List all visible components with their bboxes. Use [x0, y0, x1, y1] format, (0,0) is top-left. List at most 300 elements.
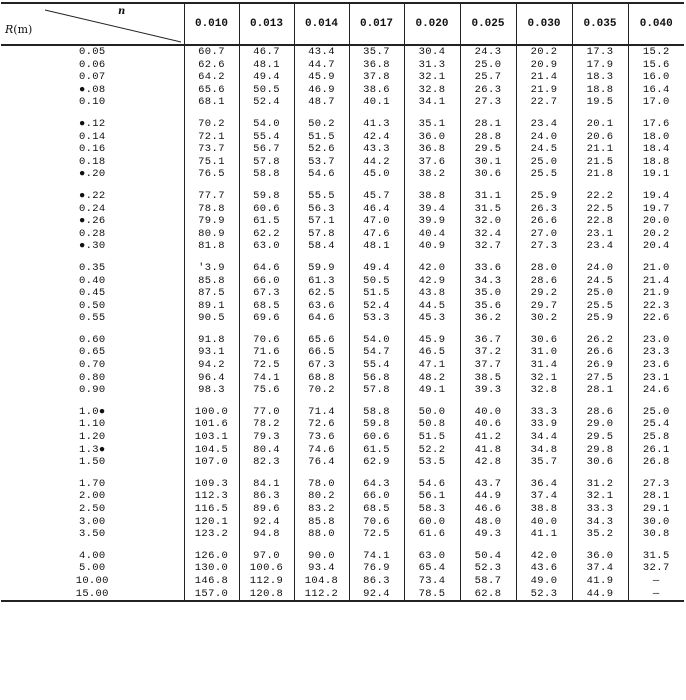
value-cell: 25.5: [516, 168, 572, 190]
value-cell: 86.3: [239, 490, 294, 503]
value-cell: 48.7: [294, 96, 349, 118]
value-cell: 42.8: [460, 456, 516, 478]
value-cell: 30.6: [516, 334, 572, 347]
value-cell: 56.7: [239, 143, 294, 156]
value-cell: 52.6: [294, 143, 349, 156]
table-row: [1, 503, 684, 516]
value-cell: 109.3: [184, 478, 239, 491]
value-cell: 42.0: [404, 262, 460, 275]
value-cell: 72.6: [294, 418, 349, 431]
value-cell: 22.5: [572, 203, 628, 216]
value-cell: 57.8: [239, 156, 294, 169]
radius-cell: 0.80: [79, 371, 106, 384]
table-row: [1, 275, 684, 288]
value-cell: 50.8: [404, 418, 460, 431]
table-row: [1, 418, 684, 431]
value-cell: 18.0: [628, 131, 684, 144]
value-cell: 66.5: [294, 346, 349, 359]
value-cell: 22.7: [516, 96, 572, 118]
value-cell: 68.8: [294, 372, 349, 385]
value-cell: 59.9: [294, 262, 349, 275]
value-cell: 52.4: [349, 300, 404, 313]
value-cell: 82.3: [239, 456, 294, 478]
value-cell: 49.1: [404, 384, 460, 406]
value-cell: 39.9: [404, 215, 460, 228]
value-cell: 61.3: [294, 275, 349, 288]
table-row: [1, 346, 684, 359]
value-cell: 61.6: [404, 528, 460, 550]
value-cell: 116.5: [184, 503, 239, 516]
value-cell: 24.3: [460, 45, 516, 59]
value-cell: 62.9: [349, 456, 404, 478]
value-cell: 27.5: [572, 372, 628, 385]
value-cell: 31.4: [516, 359, 572, 372]
value-cell: 26.3: [516, 203, 572, 216]
value-cell: 44.5: [404, 300, 460, 313]
table-row: [1, 96, 684, 118]
value-cell: 146.8: [184, 575, 239, 588]
table-row: [1, 45, 684, 59]
value-cell: 17.6: [628, 118, 684, 131]
value-cell: 74.6: [294, 444, 349, 457]
value-cell: 25.8: [628, 431, 684, 444]
value-cell: 40.1: [349, 96, 404, 118]
value-cell: 43.3: [349, 143, 404, 156]
table-row: [1, 228, 684, 241]
value-cell: 87.5: [184, 287, 239, 300]
value-cell: 56.1: [404, 490, 460, 503]
value-cell: 26.6: [572, 346, 628, 359]
value-cell: 17.3: [572, 45, 628, 59]
value-cell: 30.1: [460, 156, 516, 169]
header-row: [1, 3, 684, 45]
value-cell: 28.1: [572, 384, 628, 406]
value-cell: 17.0: [628, 96, 684, 118]
value-cell: 86.3: [349, 575, 404, 588]
value-cell: 21.5: [572, 156, 628, 169]
value-cell: 21.9: [628, 287, 684, 300]
value-cell: 57.1: [294, 215, 349, 228]
value-cell: 39.3: [460, 384, 516, 406]
value-cell: 58.8: [349, 406, 404, 419]
value-cell: 28.6: [572, 406, 628, 419]
value-cell: 75.6: [239, 384, 294, 406]
value-cell: 60.6: [239, 203, 294, 216]
value-cell: 78.5: [404, 588, 460, 602]
value-cell: 26.8: [628, 456, 684, 478]
value-cell: 48.0: [460, 516, 516, 529]
value-cell: 25.5: [572, 300, 628, 313]
value-cell: 34.1: [404, 96, 460, 118]
column-header: 0.020: [404, 3, 460, 45]
table-row: [1, 312, 684, 334]
value-cell: 54.0: [349, 334, 404, 347]
value-cell: 65.6: [184, 84, 239, 97]
value-cell: 52.4: [239, 96, 294, 118]
value-cell: 81.8: [184, 240, 239, 262]
value-cell: 49.4: [239, 71, 294, 84]
value-cell: 39.4: [404, 203, 460, 216]
value-cell: 68.5: [239, 300, 294, 313]
value-cell: 44.7: [294, 59, 349, 72]
table-row: [1, 190, 684, 203]
value-cell: 25.0: [516, 156, 572, 169]
value-cell: 27.3: [516, 240, 572, 262]
value-cell: 25.9: [516, 190, 572, 203]
value-cell: 15.6: [628, 59, 684, 72]
table-row: [1, 359, 684, 372]
value-cell: 62.5: [294, 287, 349, 300]
value-cell: 20.2: [516, 45, 572, 59]
value-cell: 19.7: [628, 203, 684, 216]
value-cell: 61.5: [349, 444, 404, 457]
radius-cell: 1.10: [79, 418, 106, 431]
value-cell: 73.6: [294, 431, 349, 444]
value-cell: 44.2: [349, 156, 404, 169]
value-cell: 103.1: [184, 431, 239, 444]
radius-cell: 0.05: [79, 46, 106, 58]
value-cell: 130.0: [184, 562, 239, 575]
value-cell: 85.8: [294, 516, 349, 529]
value-cell: 26.9: [572, 359, 628, 372]
value-cell: 45.3: [404, 312, 460, 334]
value-cell: 35.7: [516, 456, 572, 478]
value-cell: 33.9: [516, 418, 572, 431]
value-cell: 90.5: [184, 312, 239, 334]
value-cell: 28.6: [516, 275, 572, 288]
value-cell: 36.2: [460, 312, 516, 334]
table-row: [1, 575, 684, 588]
value-cell: 31.5: [460, 203, 516, 216]
value-cell: 31.0: [516, 346, 572, 359]
radius-cell: ●.20: [79, 168, 106, 181]
value-cell: 63.6: [294, 300, 349, 313]
value-cell: 38.8: [404, 190, 460, 203]
value-cell: 44.9: [572, 588, 628, 602]
value-cell: 25.9: [572, 312, 628, 334]
value-cell: 47.6: [349, 228, 404, 241]
value-cell: 32.1: [572, 490, 628, 503]
radius-cell: 0.65: [79, 346, 106, 359]
value-cell: 35.0: [460, 287, 516, 300]
value-cell: 20.4: [628, 240, 684, 262]
value-cell: 43.4: [294, 45, 349, 59]
radius-cell: 0.60: [79, 333, 106, 346]
value-cell: 25.4: [628, 418, 684, 431]
value-cell: 23.3: [628, 346, 684, 359]
table-row: [1, 550, 684, 563]
value-cell: 36.4: [516, 478, 572, 491]
radius-cell: 0.90: [79, 384, 106, 397]
value-cell: 46.7: [239, 45, 294, 59]
value-cell: 32.8: [516, 384, 572, 406]
value-cell: 53.5: [404, 456, 460, 478]
table-row: [1, 59, 684, 72]
value-cell: 46.4: [349, 203, 404, 216]
value-cell: 32.8: [404, 84, 460, 97]
value-cell: 48.1: [349, 240, 404, 262]
value-cell: 23.6: [628, 359, 684, 372]
value-cell: 101.6: [184, 418, 239, 431]
value-cell: 73.7: [184, 143, 239, 156]
value-cell: 78.8: [184, 203, 239, 216]
value-cell: 24.6: [628, 384, 684, 406]
value-cell: 40.9: [404, 240, 460, 262]
value-cell: 26.1: [628, 444, 684, 457]
radius-cell: 0.35: [79, 261, 106, 274]
value-cell: 100.0: [184, 406, 239, 419]
value-cell: 15.2: [628, 45, 684, 59]
value-cell: 51.5: [294, 131, 349, 144]
table-row: [1, 431, 684, 444]
value-cell: 36.0: [404, 131, 460, 144]
value-cell: 34.8: [516, 444, 572, 457]
value-cell: 70.2: [294, 384, 349, 406]
value-cell: —: [628, 575, 684, 588]
table-row: [1, 143, 684, 156]
value-cell: 77.7: [184, 190, 239, 203]
value-cell: 92.4: [239, 516, 294, 529]
value-cell: —: [628, 588, 684, 602]
radius-cell: 2.50: [79, 503, 106, 515]
value-cell: 21.8: [572, 168, 628, 190]
table-row: [1, 372, 684, 385]
table-row: [1, 384, 684, 406]
value-cell: 18.8: [572, 84, 628, 97]
value-cell: 23.4: [572, 240, 628, 262]
table-row: [1, 240, 684, 262]
value-cell: 27.3: [628, 478, 684, 491]
value-cell: 27.3: [460, 96, 516, 118]
value-cell: 112.9: [239, 575, 294, 588]
value-cell: 29.0: [572, 418, 628, 431]
value-cell: 21.0: [628, 262, 684, 275]
value-cell: 25.0: [628, 406, 684, 419]
value-cell: 47.0: [349, 215, 404, 228]
table-row: [1, 215, 684, 228]
value-cell: 32.0: [460, 215, 516, 228]
value-cell: 34.3: [572, 516, 628, 529]
radius-cell: 1.70: [79, 477, 106, 490]
value-cell: 46.5: [404, 346, 460, 359]
value-cell: 41.9: [572, 575, 628, 588]
value-cell: 72.5: [349, 528, 404, 550]
value-cell: 53.7: [294, 156, 349, 169]
value-cell: 34.3: [460, 275, 516, 288]
value-cell: 73.4: [404, 575, 460, 588]
value-cell: 52.3: [516, 588, 572, 602]
value-cell: 62.8: [460, 588, 516, 602]
table-row: [1, 71, 684, 84]
value-cell: 46.6: [460, 503, 516, 516]
table-row: [1, 84, 684, 97]
value-cell: 32.4: [460, 228, 516, 241]
value-cell: 22.2: [572, 190, 628, 203]
value-cell: 57.8: [349, 384, 404, 406]
value-cell: 79.3: [239, 431, 294, 444]
value-cell: 22.6: [628, 312, 684, 334]
value-cell: '3.9: [184, 262, 239, 275]
value-cell: 30.0: [628, 516, 684, 529]
radius-cell: 0.40: [79, 274, 106, 287]
value-cell: 42.9: [404, 275, 460, 288]
value-cell: 88.0: [294, 528, 349, 550]
value-cell: 30.8: [628, 528, 684, 550]
value-cell: 18.3: [572, 71, 628, 84]
value-cell: 94.2: [184, 359, 239, 372]
value-cell: 32.7: [460, 240, 516, 262]
value-cell: 123.2: [184, 528, 239, 550]
value-cell: 58.4: [294, 240, 349, 262]
value-cell: 54.7: [349, 346, 404, 359]
value-cell: 40.4: [404, 228, 460, 241]
value-cell: 157.0: [184, 588, 239, 602]
value-cell: 45.7: [349, 190, 404, 203]
value-cell: 79.9: [184, 215, 239, 228]
value-cell: 59.8: [239, 190, 294, 203]
value-cell: 63.0: [239, 240, 294, 262]
value-cell: 120.1: [184, 516, 239, 529]
value-cell: 45.0: [349, 168, 404, 190]
value-cell: 35.1: [404, 118, 460, 131]
value-cell: 78.0: [294, 478, 349, 491]
value-cell: 80.9: [184, 228, 239, 241]
table-row: [1, 262, 684, 275]
radius-cell: 1.50: [79, 456, 106, 469]
value-cell: 52.3: [460, 562, 516, 575]
radius-cell: 1.20: [79, 431, 106, 444]
value-cell: 38.5: [460, 372, 516, 385]
value-cell: 62.2: [239, 228, 294, 241]
value-cell: 76.9: [349, 562, 404, 575]
radius-cell: 0.50: [79, 299, 106, 312]
value-cell: 28.0: [516, 262, 572, 275]
value-cell: 20.6: [572, 131, 628, 144]
value-cell: 34.4: [516, 431, 572, 444]
value-cell: 35.2: [572, 528, 628, 550]
value-cell: 49.0: [516, 575, 572, 588]
table-row: [1, 168, 684, 190]
value-cell: 29.5: [572, 431, 628, 444]
radius-cell: 2.00: [79, 490, 106, 503]
value-cell: 43.7: [460, 478, 516, 491]
value-cell: 58.7: [460, 575, 516, 588]
value-cell: 51.5: [404, 431, 460, 444]
table-row: [1, 562, 684, 575]
radius-cell: 5.00: [79, 562, 106, 575]
value-cell: 33.6: [460, 262, 516, 275]
value-cell: 50.4: [460, 550, 516, 563]
value-cell: 22.8: [572, 215, 628, 228]
value-cell: 96.4: [184, 372, 239, 385]
value-cell: 91.8: [184, 334, 239, 347]
radius-cell: 0.10: [79, 96, 106, 109]
value-cell: 18.4: [628, 143, 684, 156]
value-cell: 70.2: [184, 118, 239, 131]
value-cell: 67.3: [294, 359, 349, 372]
radius-cell: ●.08: [79, 83, 106, 96]
value-cell: 29.1: [628, 503, 684, 516]
value-cell: 67.3: [239, 287, 294, 300]
value-cell: 45.9: [294, 71, 349, 84]
value-cell: 68.1: [184, 96, 239, 118]
value-cell: 23.1: [628, 372, 684, 385]
value-cell: 49.4: [349, 262, 404, 275]
value-cell: 74.1: [239, 372, 294, 385]
value-cell: 24.5: [572, 275, 628, 288]
value-cell: 29.5: [460, 143, 516, 156]
radius-cell: 1.3●: [79, 443, 106, 456]
value-cell: 20.0: [628, 215, 684, 228]
value-cell: 54.0: [239, 118, 294, 131]
value-cell: 30.6: [572, 456, 628, 478]
value-cell: 50.5: [349, 275, 404, 288]
value-cell: 71.4: [294, 406, 349, 419]
value-cell: 64.6: [239, 262, 294, 275]
value-cell: 31.2: [572, 478, 628, 491]
value-cell: 29.8: [572, 444, 628, 457]
value-cell: 66.0: [349, 490, 404, 503]
value-cell: 45.9: [404, 334, 460, 347]
value-cell: 21.4: [628, 275, 684, 288]
value-cell: 37.8: [349, 71, 404, 84]
value-cell: 71.6: [239, 346, 294, 359]
radius-cell: ●.30: [79, 240, 106, 253]
table-row: [1, 203, 684, 216]
value-cell: 27.0: [516, 228, 572, 241]
radius-cell: 1.0●: [79, 405, 106, 418]
value-cell: 56.3: [294, 203, 349, 216]
value-cell: 63.0: [404, 550, 460, 563]
table-row: [1, 444, 684, 457]
radius-cell: 0.24: [79, 202, 106, 215]
value-cell: 70.6: [239, 334, 294, 347]
value-cell: 100.6: [239, 562, 294, 575]
value-cell: 72.5: [239, 359, 294, 372]
table-row: [1, 528, 684, 550]
column-axis-label: n: [118, 6, 126, 17]
value-cell: 21.9: [516, 84, 572, 97]
value-cell: 42.0: [516, 550, 572, 563]
value-cell: 48.1: [239, 59, 294, 72]
table-row: [1, 287, 684, 300]
value-cell: 33.3: [516, 406, 572, 419]
row-axis-label: R(m): [5, 23, 33, 36]
value-cell: 19.1: [628, 168, 684, 190]
value-cell: 54.6: [294, 168, 349, 190]
value-cell: 56.8: [349, 372, 404, 385]
value-cell: 75.1: [184, 156, 239, 169]
value-cell: 25.0: [572, 287, 628, 300]
table-row: [1, 490, 684, 503]
value-cell: 19.4: [628, 190, 684, 203]
value-cell: 112.3: [184, 490, 239, 503]
radius-cell: 0.70: [79, 359, 106, 372]
table-row: [1, 406, 684, 419]
value-cell: 44.9: [460, 490, 516, 503]
value-cell: 89.1: [184, 300, 239, 313]
value-cell: 97.0: [239, 550, 294, 563]
value-cell: 58.8: [239, 168, 294, 190]
value-cell: 98.3: [184, 384, 239, 406]
value-cell: 83.2: [294, 503, 349, 516]
value-cell: 89.6: [239, 503, 294, 516]
radius-cell: 3.50: [79, 528, 106, 541]
value-cell: 37.7: [460, 359, 516, 372]
value-cell: 57.8: [294, 228, 349, 241]
value-cell: 52.2: [404, 444, 460, 457]
value-cell: 120.8: [239, 588, 294, 602]
